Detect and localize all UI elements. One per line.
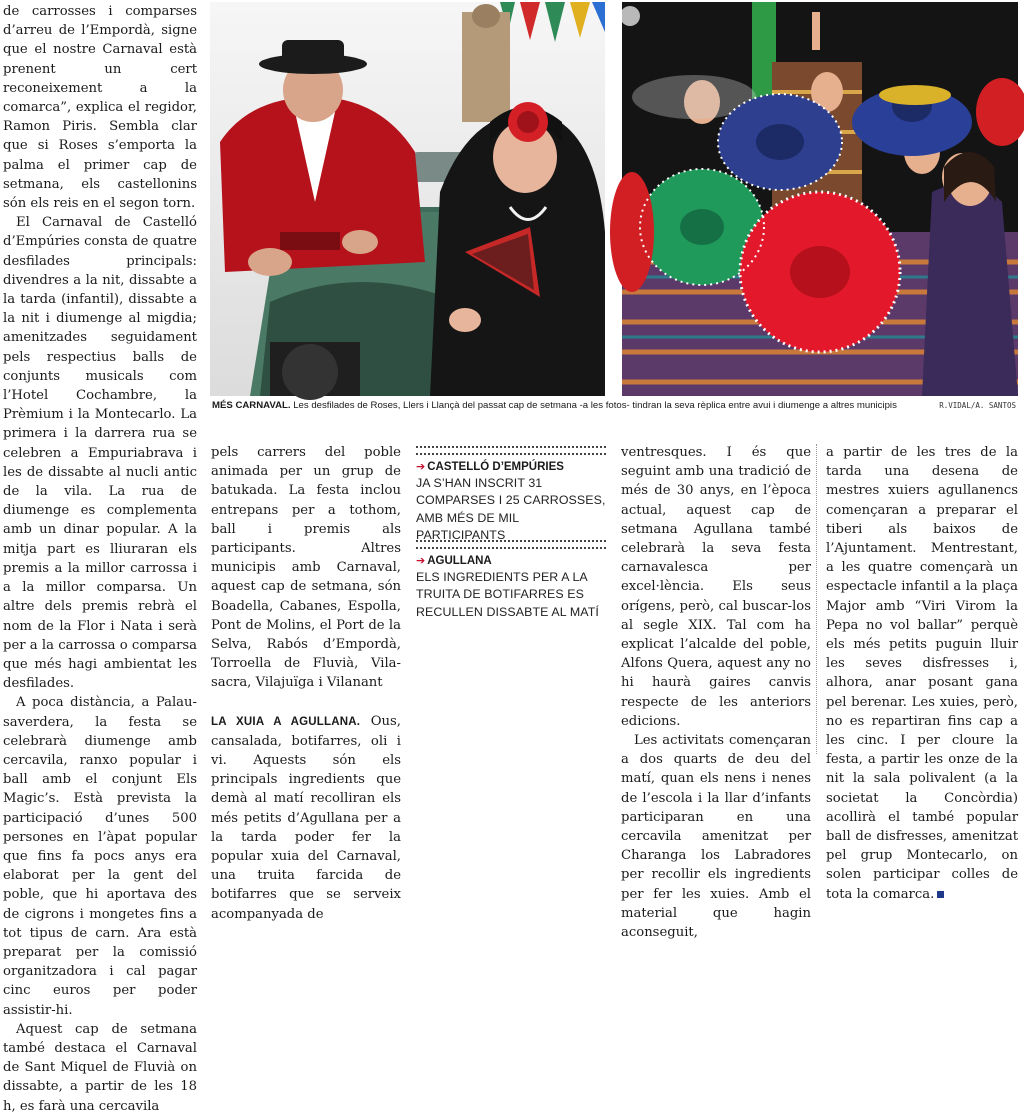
paragraph: A poca distància, a Palau-saverdera, la festa se celebrarà diumenge amb cercavila, ranxo popular i ball amb el conjunt Els Magic’s. Està prevista la participació d’unes 500 persones en l’àpat popular que fins fa pocs anys era elaborat per la gent del poble, que hi aportava des de cigrons i mongetes fins a tot tipus de carn. Ara està preparat per la comissió organitzadora i cal pagar cinc euros per poder assistir-hi.	[3, 695, 197, 1018]
arrow-icon: ➔	[416, 555, 426, 567]
caption-lead: MÉS CARNAVAL.	[212, 400, 291, 411]
end-of-article-icon	[937, 891, 944, 898]
photo-caption	[212, 397, 1018, 415]
paragraph: ventresques. I és que seguint amb una tradició de més de 30 anys, en l’època actual, aquest cap de setmana Agullana també celebrarà la seva festa carnavalesca per excel·lència. Els seus orígens, però, cal buscar-los al segle XIX. Tal com ha explicat l’alcalde del poble, Alfons Quera, aquest any no hi haurà gaires canvis respecte de les anteriors edicions.	[621, 445, 811, 729]
paragraph-text: a partir de les tres de la tarda una desena de mestres xuiers agullanencs començaran a preparar el tiberi als baixos de l’Ajuntament. Mentrestant, a les quatre començarà un espectacle infantil a la plaça Major amb “Viri Virom la Pepa no vol ballar” perquè els més petits puguin lluir les seves disfresses i, alhora, anar posant gana pel berenar. Les xuies, però, no es repartiran fins cap a les cinc. I per cloure la festa, a partir les onze de la nit la sala polivalent (a la societat la Concòrdia) acollirà el també popular ball de disfresses, amenitzat pel grup Montecarlo, on solen participar colles de tota la comarca.	[826, 445, 1018, 902]
article-column-4	[621, 443, 811, 941]
caption-text: Les desfilades de Roses, Llers i Llançà del passat cap de setmana -a les fotos- tindran la seva rèplica entre avui i diumenge a altres municipis	[290, 400, 897, 411]
paragraph: El Carnaval de Castelló d’Empúries consta de quatre desfilades principals: divendres a la nit, dissabte a la tarda (infantil), dissabte a la nit i diumenge al migdia; amenitzades seguidament pels respectius balls de conjunts musicals com l’Hotel Cochambre, la Prèmium i la Montecarlo. La primera i la darrera rua se celebren a Empuriabrava i les de dissabte al nucli antic de la vila. La rua de diumenge es complementa amb un dinar popular. A la mitja part es lliuraran els premis a la millor carrossa i a la millor comparsa. Un altre dels premis rebrà el nom de la Flor i Nata i serà per a la carrossa o comparsa que més hagi ambientat les desfilades.	[3, 215, 197, 692]
paragraph	[826, 443, 1018, 904]
photo-sombreros	[622, 2, 1018, 396]
sidebar-text: JA S’HAN INSCRIT 31 COMPARSES I 25 CARROSSES, AMB MÉS DE MIL PARTICIPANTS	[416, 476, 606, 543]
article-column-5	[826, 443, 1018, 902]
paragraph: Les activitats començaran a dos quarts de deu del matí, quan els nens i nenes de l’escola i la llar d’infants participaran en una cercavila amenitzat per Charanga los Labradores per recollir els ingredients per fer les xuies. Amb el material que hagin aconseguit,	[621, 733, 811, 941]
subhead-la-xuia-a-agullana: LA XUIA A AGULLANA.	[211, 715, 361, 728]
photo-carnival-couple	[210, 2, 605, 396]
sombreros-image	[622, 2, 1018, 396]
paragraph: Aquest cap de setmana també destaca el Carnaval de Sant Miquel de Fluvià on dissabte, a partir de les 18 h, es farà una cercavila	[3, 1021, 197, 1114]
sidebar-heading	[416, 553, 606, 569]
paragraph	[211, 712, 401, 924]
sidebar-heading	[416, 459, 606, 475]
sidebar-place: AGULLANA	[427, 555, 492, 567]
sidebar-castello	[416, 446, 606, 545]
column-divider	[816, 444, 818, 754]
paragraph: pels carrers del poble animada per un grup de batukada. La festa inclou entrepans per a tothom, ball i premis als participants. Altres municipis amb Carnaval, aquest cap de setmana, són Boadella, Cabanes, Espolla, Pont de Molins, el Port de la Selva, Rabós d’Empordà, Torroella de Fluvià, Vila-sacra, Vilajuïga i Vilanant	[211, 445, 401, 691]
article-column-1	[3, 2, 197, 1114]
article-column-2	[211, 443, 401, 922]
arrow-icon: ➔	[416, 461, 426, 473]
paragraph: de carrosses i comparses d’arreu de l’Empordà, signe que el nostre Carnaval està prenent un cert reconeixement a la comarca”, explica el regidor, Ramon Piris. Sembla clar que si Roses s’emporta la palma el primer cap de setmana, els castellonins són els reis en el segon torn.	[3, 4, 197, 212]
paragraph-text: Ous, cansalada, botifarres, oli i vi. Aquests són els principals ingredients que demà al matí recolliran els més petits d’Agullana per a la tarda poder fer la popular xuia del Carnaval, una truita farcida de botifarres que se serveix acompanyada de	[211, 713, 401, 922]
dotted-rule	[416, 540, 606, 549]
dotted-rule	[416, 446, 606, 455]
sidebar-place: CASTELLÓ D’EMPÚRIES	[427, 461, 564, 473]
photo-credit: R.VIDAL/A. SANTOS	[935, 397, 1016, 415]
sidebar-agullana	[416, 540, 606, 621]
sidebar-text: ELS INGREDIENTS PER A LA TRUITA DE BOTIFARRES ES RECULLEN DISSABTE AL MATÍ	[416, 570, 599, 619]
carnival-couple-image	[210, 2, 605, 396]
